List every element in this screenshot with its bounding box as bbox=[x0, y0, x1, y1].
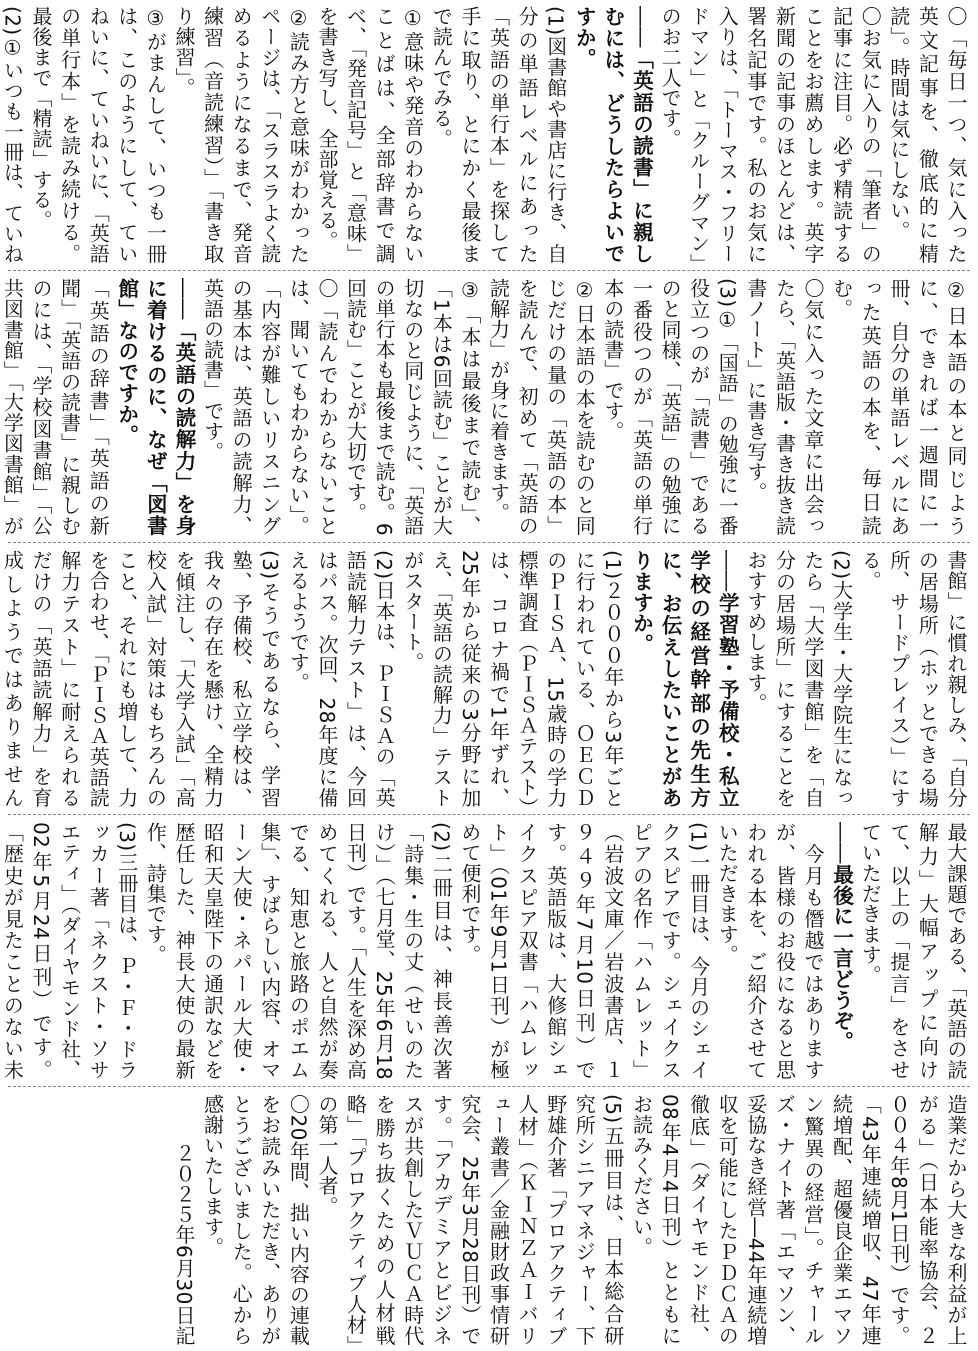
body-paragraph: 〇「読んでわからないことは、聞いてもわからない」。「内容が難しいリスニングの基本は、英語の読解力、英語の読書」です。 bbox=[200, 278, 339, 536]
heading-dash: ―― bbox=[829, 822, 854, 864]
body-paragraph: 「英語の辞書」「英語の新聞」「英語の読書」に親しむのには、「学校図書館」「公共図書館」「大学図書館」が bbox=[0, 278, 111, 536]
body-paragraph: (1)図書館や書店に行き、自分の単語レベルにあった「英語の単行本」を探して手に取り、とにかく最後まで読んでみる。 bbox=[429, 6, 568, 264]
tier-divider bbox=[8, 542, 970, 543]
body-paragraph: 今月も僭越ではありますが、皆様のお役になると思われる本を、ご紹介させていただきます。 bbox=[715, 822, 826, 1080]
body-paragraph: 書館」に慣れ親しみ、「自分の居場所（ホッとできる場所、サードプレイス）」にする。 bbox=[858, 550, 968, 808]
text-tier-4 bbox=[0, 822, 970, 1080]
dateline: ２０２５年6月30日記 bbox=[171, 1143, 196, 1346]
body-paragraph: ②日本語の本を読むのと同じだけの量の「英語の本」を読んで、初めて「英語の読解力」が身に着きます。 bbox=[486, 278, 597, 536]
body-paragraph: (3)そうであるなら、学習塾、予備校、私立学校は、我々の存在を懸け、全精力を傾注し、「大学入試」「高校入試」対策はもちろんのこと、それにも増して、力を合わせ、「ＰＩＳＡ英語読解力テスト」に耐えられるだけの「英語読解力」を育成しようではありません bbox=[0, 550, 282, 808]
body-paragraph: (2)大学生・大学院生になったら「大学図書館」を「自分の居場所」にすることをおすすめします。 bbox=[743, 550, 854, 808]
section-heading bbox=[112, 278, 198, 536]
heading-text: 学習塾・予備校・私立学校の経営幹部の先生方に、お伝えしたいことがありますか。 bbox=[629, 550, 740, 808]
body-paragraph: ③がまんして、いつも一冊は、このようにして、ていねいに、ていねいに、「英語の単行本」を読み続ける。最後まで「精読」する。 bbox=[29, 6, 168, 264]
body-paragraph: (1)一冊目は、今月のシェイクスピアです。シェイクスピアの名作「ハムレット」（岩波文庫／岩波書店、１９４９年7月10日刊）です。英語版は、大修館シェイクスピア双書「ハムレット」（01年9月1日刊）が極めて便利です。 bbox=[457, 822, 711, 1080]
body-paragraph: (2)①いつも一冊は、ていね bbox=[0, 6, 25, 264]
text-tier-1 bbox=[0, 6, 970, 264]
body-paragraph: ②読み方と意味がわかったページは、「スラスラよく読めるようになるまで、発音練習（音読練習）」「書き取り練習」。 bbox=[171, 6, 311, 264]
tier-divider bbox=[8, 1086, 970, 1087]
body-paragraph: ③「本は最後まで読む」、「1本は6回読む」ことが大切なのと同じように、「英語の単行本も最後まで読む。6回読む」ことが大切です。 bbox=[343, 278, 482, 536]
body-paragraph: 〇気に入った文章に出会ったら、「英語版・書き抜き読書ノート」に書き写す。 bbox=[743, 278, 826, 536]
text-tier-5 bbox=[8, 1094, 970, 1346]
section-heading bbox=[570, 6, 656, 264]
body-paragraph: 〇お気に入りの「筆者」の記事に注目。必ず精読することをお薦めします。英字新聞の記事のほとんどは、署名記事です。私のお気に入りは、「トーマス・フリードマン」と「クルーグマン」のお二人です。 bbox=[658, 6, 883, 264]
body-paragraph: (2)日本は、ＰＩＳＡの「英語読解力テスト」は、今回はパス。次回、28年度に備えるようです。 bbox=[286, 550, 397, 808]
body-paragraph: 〇20年間、拙い内容の連載をお読みいただき、ありがとうございました。心から感謝いたします。 bbox=[200, 1094, 311, 1346]
section-heading bbox=[627, 550, 741, 808]
body-paragraph: (1)２０００年から3年ごとに行われている、ＯＥＣＤのＰＩＳＡ、15歳時の学力標準調査（ＰＩＳＡテスト）は、コロナ禍で1年ずれ、25年から従来の3分野に加え、「英語の読解力」テストがスタート。 bbox=[400, 550, 625, 808]
body-paragraph: 最大課題である、「英語の読解力」大幅アップに向けて、以上の「提言」をさせていただきます。 bbox=[858, 822, 968, 1080]
body-paragraph: (2)二冊目は、神長善次著「詩集・生の丈（せいのたけ）」（七月堂、25年6月18日刊）です。「人生を深め高めてくれる、人と自然が奏でる、知恵と旅路のポエム集」、すばらしい内容、オマーン大使・ネパール大使・昭和天皇陛下の通訳などを歴任した、神長大使の最新作、詩集です。 bbox=[143, 822, 454, 1080]
text-tier-2 bbox=[0, 278, 970, 536]
heading-dash: ―― bbox=[171, 278, 196, 320]
tier-divider bbox=[8, 270, 970, 271]
heading-text: 「英語の読解力」を身に着けるのに、なぜ「図書館」なのですか。 bbox=[114, 278, 196, 536]
body-paragraph: (3)①「国語」の勉強に一番役立つのが「読書」であるのと同様、「英語」の勉強に一番役つのが「英語の単行本の読書」です。 bbox=[600, 278, 740, 536]
body-paragraph: ①意味や発音のわからないことばは、全部辞書で調べ、「発音記号」と「意味」を書き写し、全部覚える。 bbox=[314, 6, 425, 264]
tier-divider bbox=[8, 814, 970, 815]
body-paragraph: 造業だから大きな利益が上がる」（日本能率協会、２００４年8月1日刊）です。「43年連続増収、47年連続増配、超優良企業エマソン驚異の経営」。チャールズ・ナイト著「エマソン、妥協なき経営―44年連続増収を可能にしたＰＤＣＡの徹底」（ダイヤモンド社、08年4月4日刊）とともにお読みください。 bbox=[629, 1094, 968, 1346]
heading-dash: ―― bbox=[629, 6, 654, 48]
heading-text: 最後に一言どうぞ。 bbox=[829, 863, 854, 1052]
body-paragraph: (3)三冊目は、Ｐ・Ｆ・ドラッカー著「ネクスト・ソサエティ」（ダイヤモンド社、02年5月24日刊）です。「歴史が見たことのない未 bbox=[0, 822, 139, 1080]
heading-text: 「英語の読書」に親しむには、どうしたらよいですか。 bbox=[572, 6, 654, 264]
body-paragraph: (5)五冊目は、日本総合研究所シニアマネジャー、下野雄介著「プロアクティブ人材」（ＫＩＮＺＡＩバリュー叢書／金融財政事情研究会、25年3月28日刊）です。「アカデミアとビジネスが共創したＶＵＣＡ時代を勝ち抜くための人材戦略」「プロアクティブ人材」の第一人者。 bbox=[314, 1094, 625, 1346]
heading-dash: ―― bbox=[715, 550, 740, 592]
body-paragraph: 〇「毎日一つ、気に入った英文記事を、徹底的に精読」。時間は気にしない。 bbox=[886, 6, 968, 264]
text-tier-3 bbox=[0, 550, 970, 808]
body-paragraph: ②日本語の本と同じように、できれば一週間に一冊、自分の単語レベルにあった英語の本を、毎日読む。 bbox=[829, 278, 968, 536]
section-heading bbox=[827, 822, 856, 1080]
